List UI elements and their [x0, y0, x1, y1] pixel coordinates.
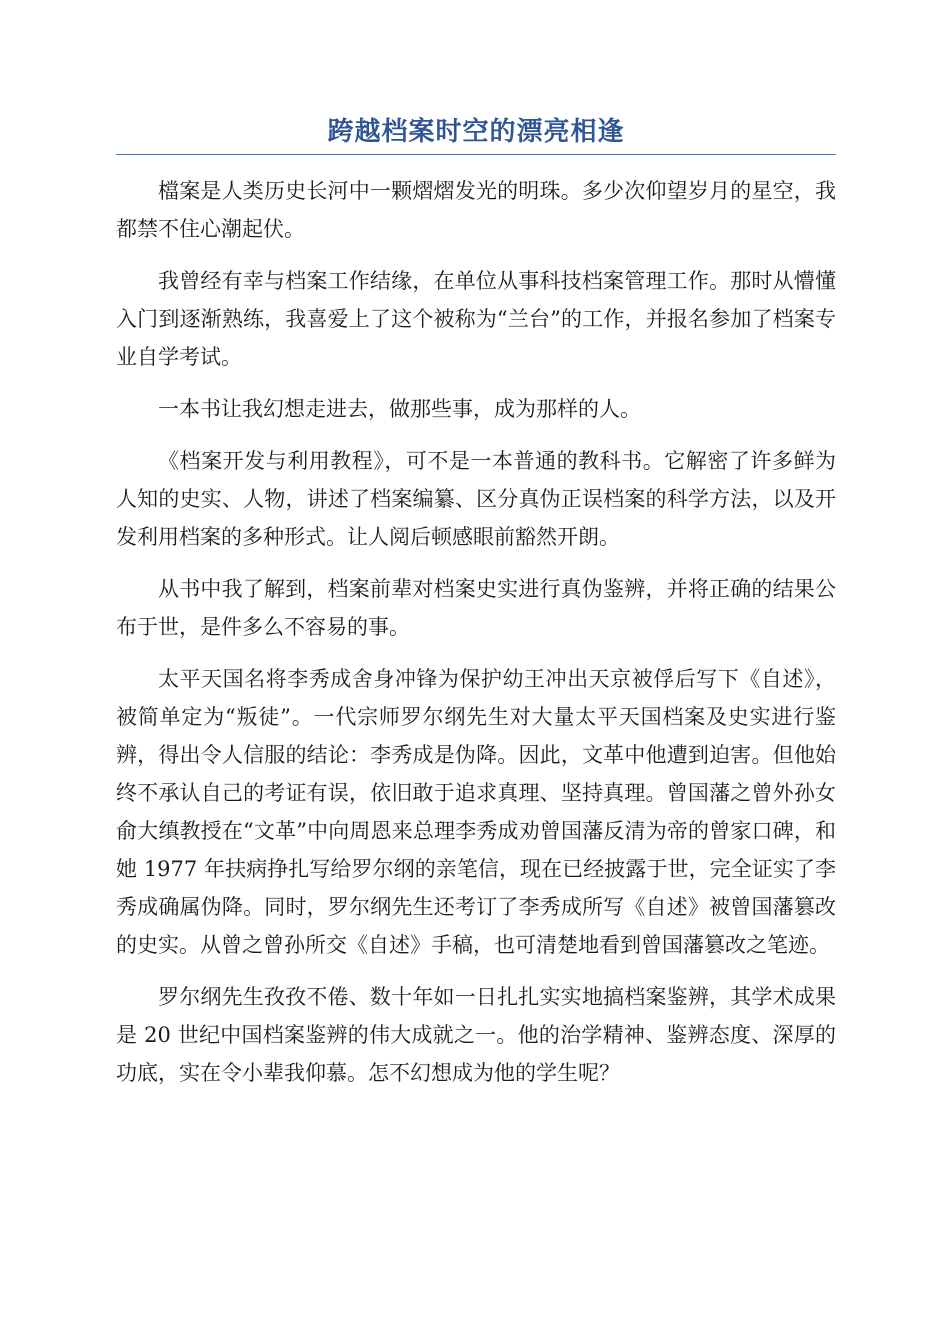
page-title: 跨越档案时空的漂亮相逢 — [327, 117, 625, 147]
paragraph-3: 一本书让我幻想走进去，做那些事，成为那样的人。 — [158, 397, 641, 421]
article-body — [116, 172, 836, 1106]
paragraph-2: 我曾经有幸与档案工作结缘，在单位从事科技档案管理工作。那时从懵懂入门到逐渐熟练，我喜爱上了这个被称为“兰台”的工作，并报名参加了档案专业自学考试。 — [116, 269, 836, 369]
paragraph-1: 檔案是人类历史长河中一颗熠熠发光的明珠。多少次仰望岁月的星空，我都禁不住心潮起伏。 — [116, 179, 836, 241]
title-underline — [116, 154, 836, 155]
paragraph-4: 《档案开发与利用教程》，可不是一本普通的教科书。它解密了许多鲜为人知的史实、人物，讲述了档案编纂、区分真伪正误档案的科学方法，以及开发利用档案的多种形式。让人阅后顿感眼前豁然开朗。 — [116, 449, 836, 549]
paragraph-7: 罗尔纲先生孜孜不倦、数十年如一日扎扎实实地搞档案鉴辨，其学术成果是 20 世纪中国档案鉴辨的伟大成就之一。他的治学精神、鉴辨态度、深厚的功底，实在令小辈我仰慕。怎不幻想成为他的学生呢？ — [116, 985, 836, 1085]
title-block — [116, 112, 836, 155]
paragraph-5: 从书中我了解到，档案前辈对档案史实进行真伪鉴辨，并将正确的结果公布于世，是件多么不容易的事。 — [116, 577, 836, 639]
paragraph-6: 太平天国名将李秀成舍身冲锋为保护幼王冲出天京被俘后写下《自述》，被简单定为“叛徒”。一代宗师罗尔纲先生对大量太平天国档案及史实进行鉴辨，得出令人信服的结论：李秀成是伪降。因此，文革中他遭到迫害。但他始终不承认自己的考证有误，依旧敢于追求真理、坚持真理。曾国藩之曾外孙女俞大缜教授在“文革”中向周恩来总理李秀成劝曾国藩反清为帝的曾家口碑，和她 1977 年扶病挣扎写给罗尔纲的亲笔信，现在已经披露于世，完全证实了李秀成确属伪降。同时，罗尔纲先生还考订了李秀成所写《自述》被曾国藩篡改的史实。从曾之曾孙所交《自述》手稿，也可清楚地看到曾国藩篡改之笔迹。 — [116, 667, 836, 957]
